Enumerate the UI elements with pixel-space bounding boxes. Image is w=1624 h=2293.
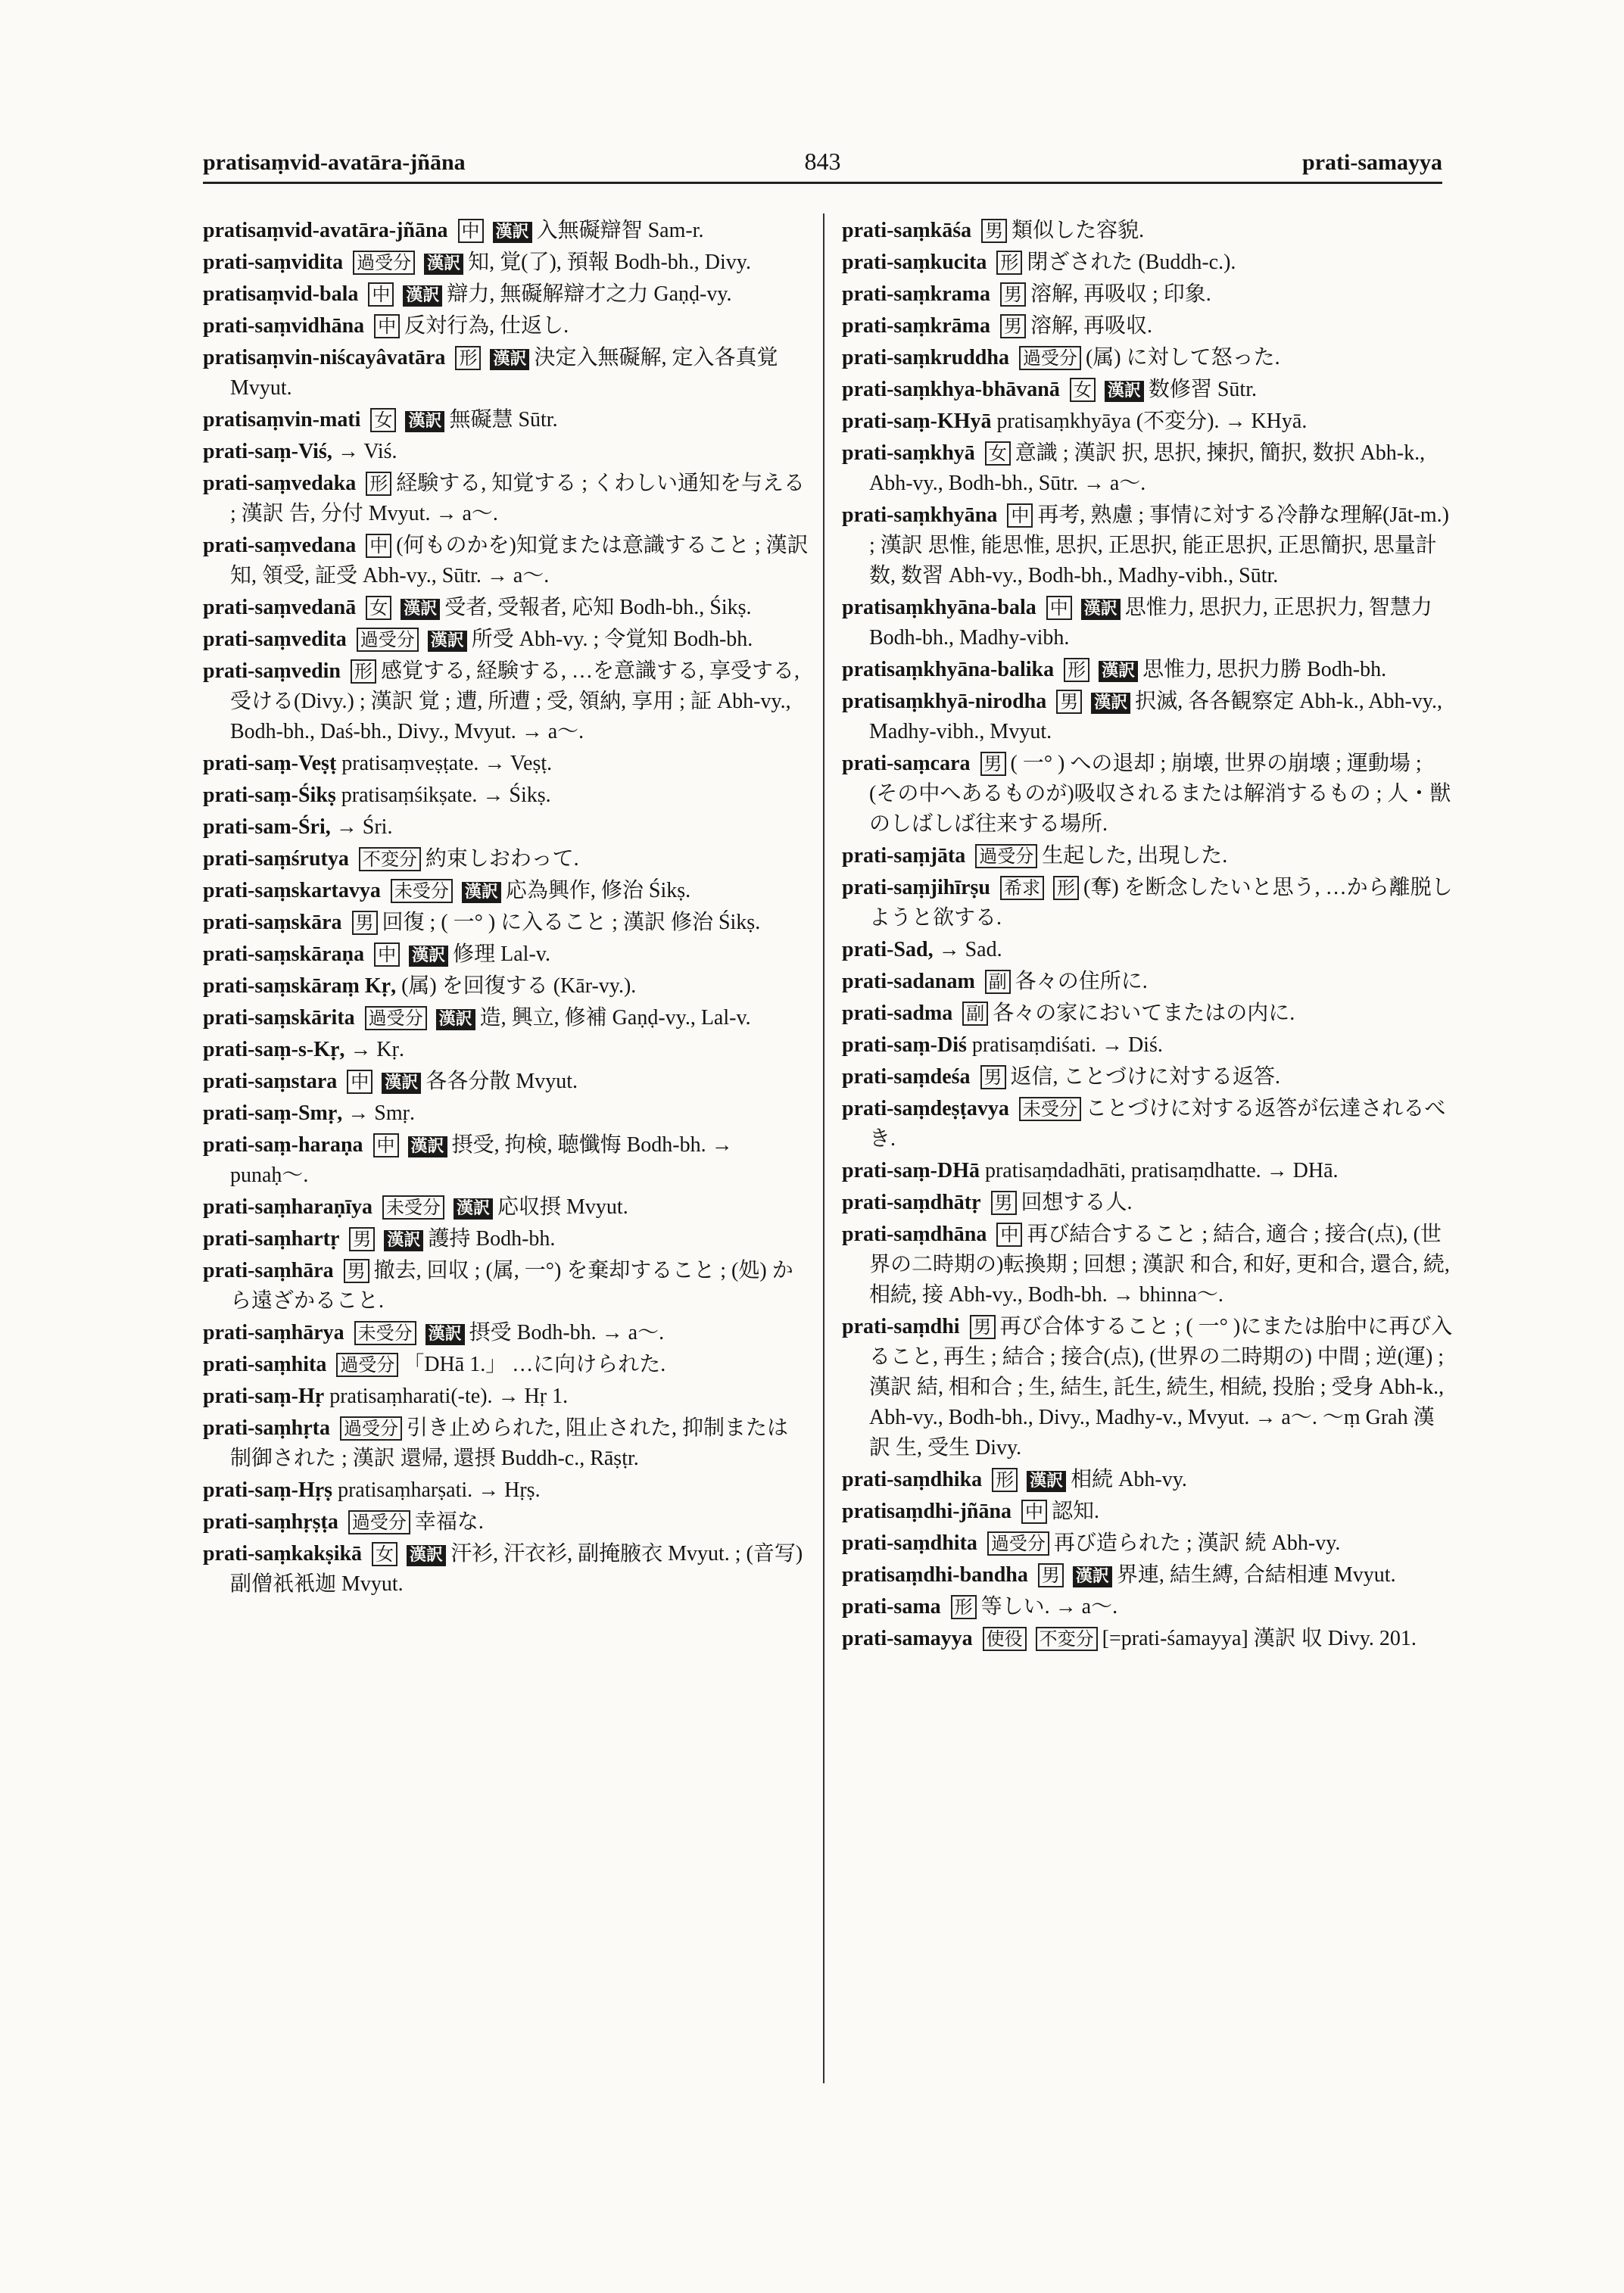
grammar-tag: 中: [1046, 596, 1072, 620]
grammar-tag: 中: [373, 1133, 399, 1157]
dictionary-entry: [842, 687, 1455, 747]
dictionary-entry: [842, 216, 1455, 246]
translation-badge: 漢訳: [493, 222, 532, 243]
entry-definition: (何ものかを)知覚または意識すること ; 漢訳 知, 領受, 証受 Abh-vy., Sūtr. → a〜.: [230, 534, 809, 587]
entry-headword: prati-saṃ-s-Kṛ,: [203, 1038, 345, 1061]
entry-headword: prati-saṃdeśa: [842, 1065, 971, 1089]
dictionary-entry: [842, 749, 1455, 840]
grammar-tag: 男: [344, 1259, 369, 1283]
entry-headword: prati-saṃdhātṛ: [842, 1191, 981, 1214]
grammar-tag: 男: [1038, 1563, 1064, 1587]
translation-badge: 漢訳: [436, 1009, 475, 1030]
entry-headword: pratisaṃkhyāna-bala: [842, 596, 1036, 619]
grammar-tag: 中: [366, 534, 391, 558]
entry-headword: prati-saṃkāśa: [842, 219, 972, 242]
grammar-tag: 過受分: [348, 1510, 410, 1534]
entry-definition: 約束しおわって.: [425, 847, 579, 871]
dictionary-entry: [842, 873, 1455, 933]
entry-headword: prati-saṃkucita: [842, 251, 987, 274]
entry-headword: prati-saṃśrutya: [203, 847, 349, 871]
entry-definition: 撤去, 回収 ; (属, 一°) を棄却すること ; (処) から遠ざかること.: [230, 1259, 793, 1313]
dictionary-entry: [842, 343, 1455, 373]
entry-headword: prati-saṃ-KHyā: [842, 410, 992, 433]
entry-definition: 相続 Abh-vy.: [1071, 1468, 1187, 1491]
translation-badge: 漢訳: [382, 1073, 421, 1094]
entry-definition: 類似した容貌.: [1011, 219, 1145, 242]
entry-definition: 再び合体すること ; ( 一° )にまたは胎中に再び入ること, 再生 ; 結合 ; 接合(点), (世界の二時期の) 中間 ; 逆(運) ; 漢訳 結, 相和合 ; 生, 結生, 託生, 続生, 相続, 投胎 ; 受身 Abh-k., Abh-vy., Bodh-bh., Divy., Madhy-v., Mvyut. → a〜. 〜ṃ Grah 漢訳 生, 受生 Divy.: [869, 1315, 1453, 1460]
dictionary-entry: [203, 908, 809, 938]
dictionary-entry: [842, 935, 1455, 965]
grammar-tag: 中: [374, 942, 400, 967]
entry-definition: (奪) を断念したいと思う, …から離脱しようと欲する.: [869, 876, 1453, 930]
entry-definition: pratisaṃkhyāya (不変分). → KHyā.: [996, 410, 1308, 433]
entry-headword: prati-saṃskartavya: [203, 879, 381, 902]
right-column: [842, 216, 1455, 1656]
dictionary-entry: [842, 279, 1455, 310]
entry-definition: 各各分散 Mvyut.: [425, 1070, 578, 1093]
grammar-tag: 女: [366, 596, 391, 620]
entry-definition: 意識 ; 漢訳 択, 思択, 揀択, 簡択, 数択 Abh-k., Abh-vy., Bodh-bh., Sūtr. → a〜.: [869, 441, 1426, 495]
dictionary-entry: [203, 469, 809, 529]
grammar-tag: 女: [370, 408, 396, 432]
translation-badge: 漢訳: [490, 349, 529, 370]
entry-definition: 数修習 Sūtr.: [1148, 378, 1257, 401]
entry-headword: pratisaṃkhyāna-balika: [842, 658, 1055, 681]
entry-headword: prati-saṃvedin: [203, 659, 341, 683]
entry-definition: 護持 Bodh-bh.: [428, 1227, 556, 1251]
entry-headword: pratisaṃdhi-jñāna: [842, 1500, 1012, 1523]
entry-headword: prati-saṃ-Diś: [842, 1033, 967, 1057]
dictionary-entry: [203, 311, 809, 341]
left-column: [203, 216, 809, 1601]
entry-headword: prati-saṃdhika: [842, 1468, 983, 1491]
translation-badge: 漢訳: [1105, 381, 1144, 402]
entry-definition: 各々の住所に.: [1015, 970, 1148, 993]
grammar-tag: 過受分: [357, 628, 419, 652]
dictionary-entry: [203, 876, 809, 906]
entry-definition: → Sad.: [938, 938, 1002, 961]
dictionary-entry: [203, 1256, 809, 1316]
translation-badge: 漢訳: [425, 1324, 465, 1345]
dictionary-entry: [203, 1098, 809, 1129]
entry-definition: 生起した, 出現した.: [1042, 844, 1228, 868]
grammar-tag: 女: [1070, 378, 1096, 402]
entry-headword: prati-saṃvedaka: [203, 472, 357, 495]
entry-headword: prati-saṃvedita: [203, 628, 347, 651]
entry-headword: prati-saṃskāra: [203, 911, 342, 934]
translation-badge: 漢訳: [462, 882, 501, 903]
entry-headword: pratisaṃvin-niścayâvatāra: [203, 346, 446, 369]
grammar-tag: 男: [1056, 690, 1082, 714]
grammar-tag: 使役: [983, 1627, 1027, 1651]
dictionary-entry: [203, 1192, 809, 1223]
entry-definition: 辯力, 無礙解辯才之力 Gaṇḍ-vy.: [447, 282, 732, 306]
entry-definition: 感覚する, 経験する, …を意識する, 享受する, 受ける(Divy.) ; 漢訳 覚 ; 遭, 所遭 ; 受, 領納, 享用 ; 証 Abh-vy., Bodh-bh., Daś-bh., Divy., Mvyut. → a〜.: [230, 659, 800, 743]
grammar-tag: 未受分: [354, 1321, 416, 1345]
entry-definition: 応為興作, 修治 Śikṣ.: [505, 879, 691, 902]
grammar-tag: 形: [351, 659, 376, 684]
dictionary-entry: [842, 999, 1455, 1029]
entry-definition: → Śri.: [335, 815, 393, 839]
dictionary-entry: [203, 656, 809, 747]
grammar-tag: 未受分: [1019, 1097, 1081, 1121]
entry-definition: 認知.: [1052, 1500, 1100, 1523]
dictionary-entry: [203, 749, 809, 779]
page-header: [203, 145, 1442, 184]
entry-definition: 決定入無礙解, 定入各真覚 Mvyut.: [230, 346, 778, 400]
entry-definition: 再び結合すること ; 結合, 適合 ; 接合(点), (世界の二時期の)転換期 ; 回想 ; 漢訳 和合, 和好, 更和合, 還合, 続, 相続, 接 Abh-vy., Bodh-bh. → bhinna〜.: [869, 1223, 1450, 1307]
grammar-tag: 過受分: [340, 1416, 402, 1441]
translation-badge: 漢訳: [424, 254, 463, 275]
entry-headword: prati-saṃkhyāna: [842, 503, 998, 527]
grammar-tag: 中: [374, 314, 400, 338]
dictionary-entry: [842, 1528, 1455, 1559]
entry-definition: ( 一° ) への退却 ; 崩壊, 世界の崩壊 ; 運動場 ; (その中へあるものが)吸収されるまたは解消するもの ; 人・獣のしばしば往来する場所.: [869, 752, 1451, 836]
entry-headword: prati-saṃdhāna: [842, 1223, 987, 1246]
entry-definition: pratisaṃveṣṭate. → Veṣṭ.: [341, 752, 553, 775]
dictionary-entry: [203, 1035, 809, 1065]
dictionary-entry: [842, 407, 1455, 437]
entry-definition: [=prati-śamayya] 漢訳 収 Divy. 201.: [1102, 1627, 1417, 1650]
dictionary-entry: [842, 1497, 1455, 1527]
dictionary-entry: [203, 844, 809, 874]
dictionary-entry: [203, 1318, 809, 1348]
grammar-tag: 中: [1021, 1500, 1047, 1524]
dictionary-entry: [203, 939, 809, 970]
translation-badge: 漢訳: [428, 631, 467, 652]
dictionary-entry: [203, 1413, 809, 1474]
dictionary-entry: [842, 1220, 1455, 1310]
entry-headword: prati-saṃvedana: [203, 534, 357, 557]
entry-headword: prati-saṃhṛṣṭa: [203, 1510, 338, 1534]
dictionary-entry: [842, 1156, 1455, 1186]
dictionary-entry: [842, 375, 1455, 405]
entry-definition: pratisaṃharati(-te). → Hṛ 1.: [329, 1385, 569, 1408]
entry-definition: pratisaṃśikṣate. → Śikṣ.: [341, 784, 551, 807]
grammar-tag: 副: [985, 970, 1011, 994]
entry-definition: 造, 興立, 修補 Gaṇḍ-vy., Lal-v.: [479, 1006, 751, 1030]
entry-definition: 知, 覚(了), 預報 Bodh-bh., Divy.: [468, 251, 751, 274]
entry-headword: prati-saṃskāraṇa: [203, 942, 365, 966]
dictionary-entry: [203, 1507, 809, 1537]
entry-headword: prati-saṃvidita: [203, 251, 344, 274]
entry-definition: ことづけに対する返答が伝達されるべき.: [869, 1097, 1446, 1151]
translation-badge: 漢訳: [454, 1198, 493, 1220]
dictionary-entry: [203, 1067, 809, 1097]
dictionary-entry: [842, 841, 1455, 871]
entry-definition: (属) に対して怒った.: [1085, 346, 1280, 369]
entry-definition: 無礙慧 Sūtr.: [449, 408, 558, 431]
dictionary-entry: [842, 1624, 1455, 1654]
entry-headword: prati-saṃ-Viś,: [203, 440, 332, 463]
entry-headword: pratisaṃvid-bala: [203, 282, 359, 306]
entry-definition: → Viś.: [337, 440, 397, 463]
entry-definition: 受者, 受報者, 応知 Bodh-bh., Śikṣ.: [444, 596, 752, 619]
entry-definition: 回想する人.: [1021, 1191, 1133, 1214]
entry-headword: pratisaṃkhyā-nirodha: [842, 690, 1047, 713]
dictionary-entry: [203, 971, 809, 1002]
dictionary-entry: [842, 1560, 1455, 1590]
entry-definition: 再び造られた ; 漢訳 続 Abh-vy.: [1053, 1531, 1341, 1555]
entry-definition: 択滅, 各各観察定 Abh-k., Abh-vy., Madhy-vibh., Mvyut.: [869, 690, 1442, 743]
entry-headword: prati-sadanam: [842, 970, 975, 993]
dictionary-entry: [842, 1592, 1455, 1622]
entry-definition: 再考, 熟慮 ; 事情に対する冷静な理解(Jāt-m.) ; 漢訳 思惟, 能思惟, 思択, 正思択, 能正思択, 正思簡択, 思量計数, 数習 Abh-vy., Bodh-bh., Madhy-vibh., Sūtr.: [869, 503, 1450, 587]
entry-headword: prati-Sad,: [842, 938, 934, 961]
dictionary-entry: [842, 1094, 1455, 1154]
entry-definition: 修理 Lal-v.: [453, 942, 550, 966]
entry-headword: prati-saṃjāta: [842, 844, 966, 868]
dictionary-entry: [842, 655, 1455, 685]
grammar-tag: 男: [1000, 314, 1026, 338]
grammar-tag: 中: [1007, 503, 1033, 528]
entry-headword: prati-saṃharaṇīya: [203, 1195, 372, 1219]
entry-definition: 汗衫, 汗衣衫, 副掩腋衣 Mvyut. ; (音写) 副僧祇衹迦 Mvyut.: [230, 1542, 803, 1596]
grammar-tag: 女: [985, 441, 1011, 466]
grammar-tag: 形: [1064, 658, 1089, 682]
entry-headword: prati-saṃkrama: [842, 282, 990, 306]
entry-headword: prati-saṃvidhāna: [203, 314, 365, 338]
entry-definition: 摂受 Bodh-bh. → a〜.: [469, 1321, 665, 1344]
translation-badge: 漢訳: [1099, 661, 1138, 682]
entry-headword: prati-saṃdhita: [842, 1531, 977, 1555]
entry-headword: prati-saṃhṛta: [203, 1416, 330, 1440]
entry-headword: prati-saṃjihīrṣu: [842, 876, 990, 899]
dictionary-entry: [203, 343, 809, 403]
grammar-tag: 過受分: [975, 844, 1037, 868]
dictionary-entry: [842, 1062, 1455, 1092]
entry-headword: prati-saṃ-Hṛṣ: [203, 1478, 333, 1502]
grammar-tag: 男: [981, 219, 1007, 243]
entry-headword: prati-sadma: [842, 1002, 953, 1025]
translation-badge: 漢訳: [405, 411, 444, 432]
entry-definition: pratisaṃharṣati. → Hṛṣ.: [338, 1478, 541, 1502]
entry-definition: 「DHā 1.」 …に向けられた.: [403, 1353, 666, 1376]
entry-definition: 応収摂 Mvyut.: [497, 1195, 628, 1219]
entry-definition: 閉ざされた (Buddh-c.).: [1027, 251, 1236, 274]
entry-definition: 入無礙辯智 Sam-r.: [536, 219, 704, 242]
dictionary-entry: [203, 625, 809, 655]
translation-badge: 漢訳: [401, 599, 440, 620]
grammar-tag: 形: [996, 251, 1022, 275]
dictionary-entry: [203, 1475, 809, 1506]
dictionary-entry: [203, 437, 809, 467]
grammar-tag: 副: [962, 1002, 988, 1026]
dictionary-entry: [203, 531, 809, 591]
dictionary-entry: [842, 1465, 1455, 1495]
dictionary-entry: [842, 1030, 1455, 1061]
entry-definition: 各々の家においてまたはの内に.: [993, 1002, 1295, 1025]
dictionary-entry: [842, 967, 1455, 997]
dictionary-entry: [203, 1382, 809, 1412]
entry-definition: (属) を回復する (Kār-vy.).: [401, 974, 637, 998]
entry-headword: prati-saṃkrāma: [842, 314, 990, 338]
entry-headword: pratisaṃvin-mati: [203, 408, 361, 431]
grammar-tag: 過受分: [365, 1006, 427, 1030]
entry-headword: prati-sama: [842, 1595, 941, 1618]
grammar-tag: 男: [970, 1315, 996, 1339]
grammar-tag: 男: [352, 911, 378, 935]
entry-headword: prati-saṃkhyā: [842, 441, 975, 465]
entry-definition: 反対行為, 仕返し.: [404, 314, 569, 338]
entry-headword: prati-saṃdhi: [842, 1315, 960, 1338]
dictionary-entry: [842, 593, 1455, 653]
header-right-guideword: prati-samayya: [1302, 150, 1442, 175]
dictionary-entry: [203, 279, 809, 310]
dictionary-entry: [203, 1350, 809, 1380]
entry-headword: prati-saṃhartṛ: [203, 1227, 340, 1251]
grammar-tag: 中: [347, 1070, 372, 1094]
entry-headword: prati-samayya: [842, 1627, 973, 1650]
dictionary-entry: [842, 311, 1455, 341]
translation-badge: 漢訳: [403, 285, 442, 307]
dictionary-entry: [203, 812, 809, 843]
entry-headword: prati-saṃvedanā: [203, 596, 357, 619]
grammar-tag: 形: [1053, 876, 1079, 900]
header-left-guideword: pratisaṃvid-avatāra-jñāna: [203, 150, 466, 175]
translation-badge: 漢訳: [409, 946, 448, 967]
grammar-tag: 未受分: [391, 879, 453, 903]
entry-definition: 溶解, 再吸収.: [1030, 314, 1152, 338]
grammar-tag: 形: [455, 346, 481, 370]
entry-headword: prati-saṃdeṣṭavya: [842, 1097, 1009, 1120]
entry-headword: prati-sam-Śri,: [203, 815, 331, 839]
entry-headword: prati-saṃskāraṃ Kṛ,: [203, 974, 397, 998]
grammar-tag: 女: [372, 1542, 397, 1566]
translation-badge: 漢訳: [407, 1545, 446, 1566]
entry-headword: prati-saṃhāra: [203, 1259, 334, 1282]
entry-headword: prati-saṃkakṣikā: [203, 1542, 363, 1566]
grammar-tag: 不変分: [359, 847, 421, 871]
grammar-tag: 形: [366, 472, 391, 496]
entry-definition: → Smṛ.: [348, 1101, 415, 1125]
entry-definition: 界連, 結生縛, 合結相連 Mvyut.: [1116, 1563, 1396, 1587]
grammar-tag: 中: [996, 1223, 1022, 1247]
entry-headword: prati-saṃ-haraṇa: [203, 1133, 363, 1157]
dictionary-entry: [203, 593, 809, 623]
entry-definition: 返信, ことづけに対する返答.: [1010, 1065, 1280, 1089]
page-number: 843: [804, 148, 841, 175]
dictionary-entry: [842, 1188, 1455, 1218]
grammar-tag: 形: [951, 1595, 977, 1619]
translation-badge: 漢訳: [1091, 693, 1130, 714]
entry-definition: 思惟力, 思択力勝 Bodh-bh.: [1142, 658, 1387, 681]
entry-definition: 回復 ; ( 一° ) に入ること ; 漢訳 修治 Śikṣ.: [382, 911, 761, 934]
entry-headword: prati-saṃhārya: [203, 1321, 344, 1344]
entry-headword: prati-saṃ-Śikṣ: [203, 784, 336, 807]
dictionary-entry: [842, 438, 1455, 499]
entry-headword: prati-saṃkruddha: [842, 346, 1009, 369]
entry-headword: pratisaṃdhi-bandha: [842, 1563, 1028, 1587]
dictionary-entry: [842, 1312, 1455, 1463]
entry-definition: 等しい. → a〜.: [980, 1595, 1118, 1618]
entry-headword: prati-saṃ-Hṛ: [203, 1385, 325, 1408]
entry-definition: pratisaṃdadhāti, pratisaṃdhatte. → DHā.: [984, 1159, 1339, 1182]
entry-definition: pratisaṃdiśati. → Diś.: [971, 1033, 1163, 1057]
translation-badge: 漢訳: [384, 1230, 423, 1251]
entry-headword: prati-saṃskārita: [203, 1006, 355, 1030]
dictionary-entry: [842, 248, 1455, 278]
dictionary-entry: [203, 1003, 809, 1033]
entry-headword: prati-saṃstara: [203, 1070, 338, 1093]
dictionary-entry: [203, 1130, 809, 1191]
dictionary-entry: [203, 405, 809, 435]
translation-badge: 漢訳: [408, 1136, 447, 1157]
column-divider: [823, 213, 824, 2083]
grammar-tag: 過受分: [987, 1531, 1049, 1556]
grammar-tag: 男: [980, 752, 1006, 776]
dictionary-entry: [842, 500, 1455, 591]
grammar-tag: 中: [458, 219, 484, 243]
entry-definition: 経験する, 知覚する ; くわしい通知を与える ; 漢訳 告, 分付 Mvyut. → a〜.: [230, 472, 806, 525]
grammar-tag: 男: [349, 1227, 375, 1251]
entry-headword: prati-saṃhita: [203, 1353, 327, 1376]
grammar-tag: 男: [980, 1065, 1006, 1089]
entry-headword: prati-saṃkhya-bhāvanā: [842, 378, 1060, 401]
dictionary-entry: [203, 780, 809, 811]
grammar-tag: 中: [368, 282, 394, 307]
entry-definition: 幸福な.: [414, 1510, 484, 1534]
grammar-tag: 男: [991, 1191, 1017, 1215]
entry-definition: 所受 Abh-vy. ; 令覚知 Bodh-bh.: [471, 628, 753, 651]
entry-definition: 思惟力, 思択力, 正思択力, 智慧力 Bodh-bh., Madhy-vibh.: [869, 596, 1432, 650]
grammar-tag: 男: [1000, 282, 1026, 307]
entry-headword: prati-saṃcara: [842, 752, 971, 775]
grammar-tag: 不変分: [1036, 1627, 1098, 1651]
dictionary-entry: [203, 248, 809, 278]
dictionary-entry: [203, 216, 809, 246]
grammar-tag: 過受分: [1019, 346, 1081, 370]
translation-badge: 漢訳: [1073, 1566, 1112, 1587]
dictionary-entry: [203, 1224, 809, 1254]
entry-definition: 溶解, 再吸収 ; 印象.: [1030, 282, 1211, 306]
entry-headword: prati-saṃ-Veṣṭ: [203, 752, 337, 775]
grammar-tag: 形: [992, 1468, 1018, 1492]
grammar-tag: 過受分: [336, 1353, 398, 1377]
translation-badge: 漢訳: [1081, 599, 1121, 620]
entry-definition: 引き止められた, 阻止された, 抑制または制御された ; 漢訳 還帰, 還摂 Buddh-c., Rāṣṭr.: [230, 1416, 788, 1470]
entry-headword: pratisaṃvid-avatāra-jñāna: [203, 219, 448, 242]
grammar-tag: 希求: [1000, 876, 1044, 900]
translation-badge: 漢訳: [1027, 1471, 1066, 1492]
entry-headword: prati-saṃ-DHā: [842, 1159, 980, 1182]
grammar-tag: 過受分: [353, 251, 415, 275]
dictionary-entry: [203, 1539, 809, 1600]
grammar-tag: 未受分: [382, 1195, 444, 1220]
entry-definition: 摂受, 拘検, 聴懺悔 Bodh-bh. → punaḥ〜.: [230, 1133, 733, 1187]
entry-headword: prati-saṃ-Smṛ,: [203, 1101, 343, 1125]
entry-definition: → Kṛ.: [350, 1038, 404, 1061]
